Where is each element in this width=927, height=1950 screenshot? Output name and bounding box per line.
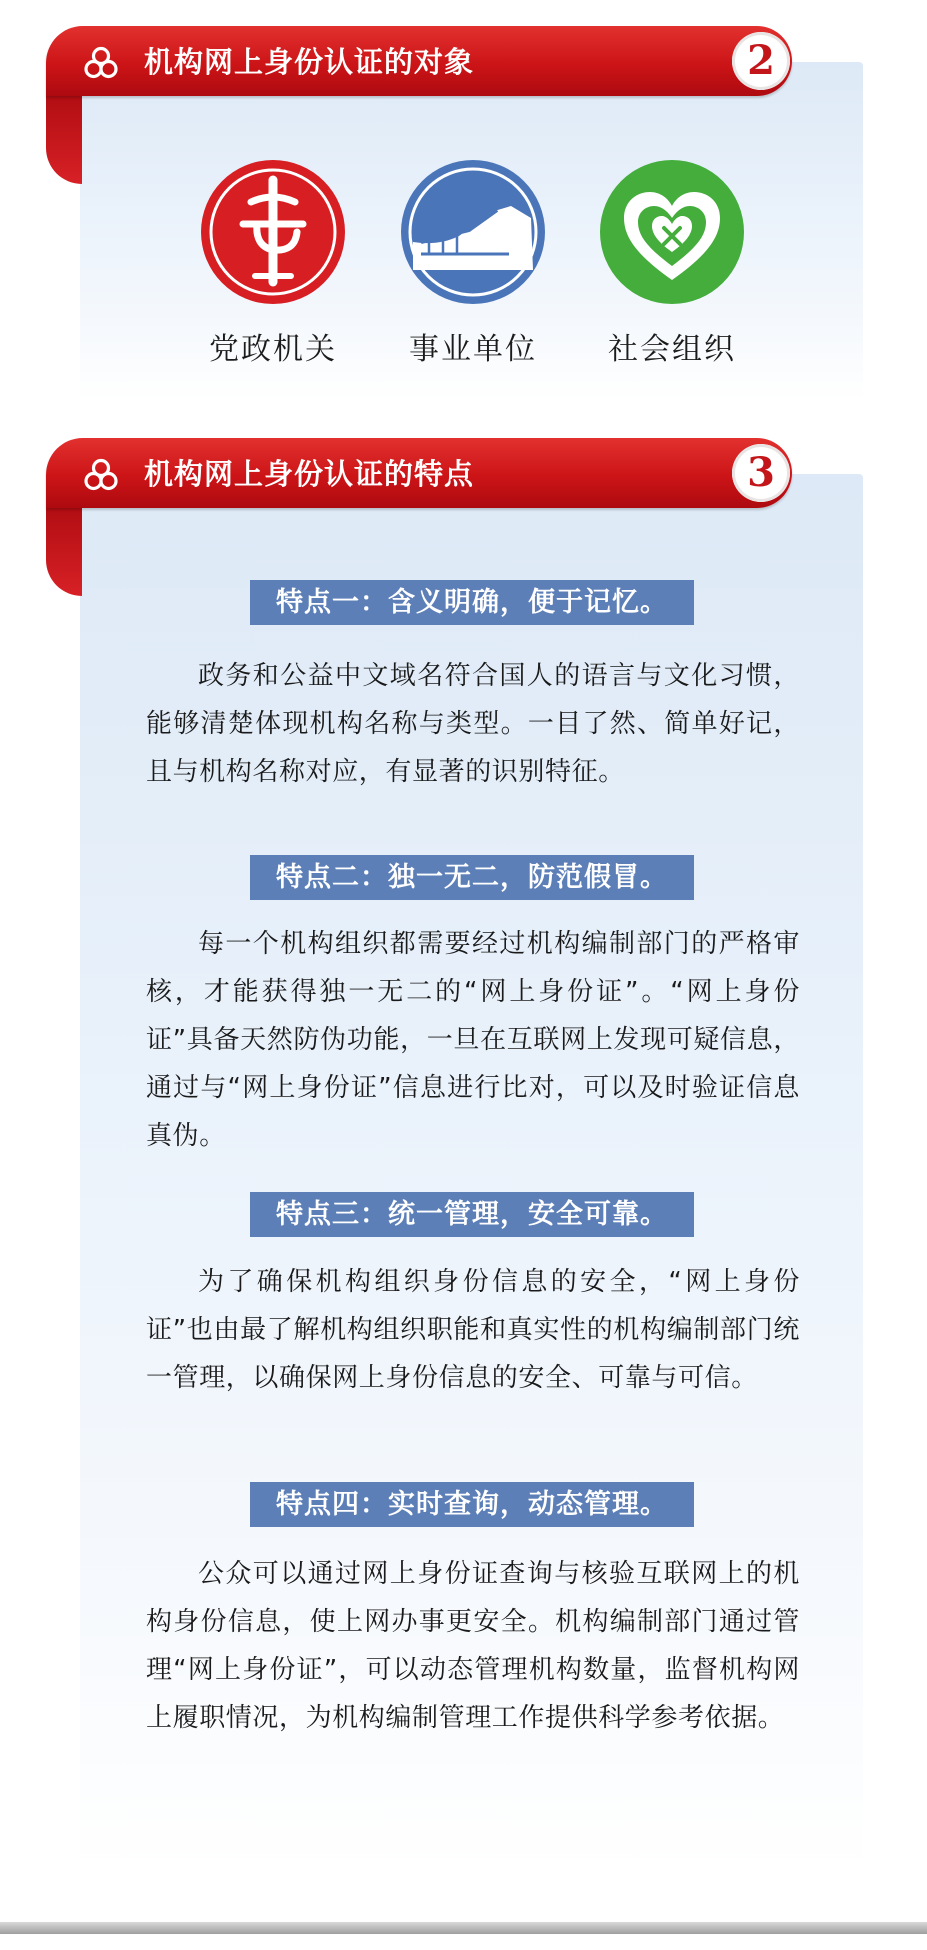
feature-text-1: 政务和公益中文域名符合国人的语言与文化习惯，能够清楚体现机构名称与类型。一目了然、简单好记，且与机构名称对应，有显著的识别特征。 [146, 661, 800, 787]
section-title: 机构网上身份认证的特点 [144, 457, 475, 491]
ribbon-fold [46, 506, 82, 596]
section-number-badge: 2 [732, 32, 790, 90]
org-label: 事业单位 [409, 332, 537, 367]
feature-heading-4: 特点四：实时查询，动态管理。 [250, 1482, 694, 1527]
ribbon-logo-icon [84, 46, 118, 80]
feature-heading-1: 特点一：含义明确，便于记忆。 [250, 580, 694, 625]
feature-heading-2: 特点二：独一无二，防范假冒。 [250, 855, 694, 900]
ribbon-logo-icon [84, 458, 118, 492]
bottom-edge-bar [0, 1922, 927, 1934]
social-organization-emblem-icon [598, 158, 746, 306]
feature-text-2: 每一个机构组织都需要经过机构编制部门的严格审核，才能获得独一无二的“网上身份证”。“网上身份证”具备天然防伪功能，一旦在互联网上发现可疑信息，通过与“网上身份证”信息进行比对，可以及时验证信息真伪。 [146, 929, 800, 1151]
org-social-organization [592, 158, 752, 368]
party-government-emblem-icon [199, 158, 347, 306]
feature-text-3: 为了确保机构组织身份信息的安全，“网上身份证”也由最了解机构组织职能和真实性的机构编制部门统一管理，以确保网上身份信息的安全、可靠与可信。 [146, 1267, 800, 1393]
org-label: 社会组织 [608, 332, 736, 367]
org-label: 党政机关 [209, 332, 337, 367]
org-public-institution [393, 158, 553, 368]
org-party-government [193, 158, 353, 368]
ribbon-fold [46, 94, 82, 184]
feature-heading-3: 特点三：统一管理，安全可靠。 [250, 1192, 694, 1237]
feature-text-4: 公众可以通过网上身份证查询与核验互联网上的机构身份信息，使上网办事更安全。机构编制部门通过管理“网上身份证”，可以动态管理机构数量，监督机构网上履职情况，为机构编制管理工作提供科学参考依据。 [146, 1559, 800, 1733]
section-number-badge: 3 [732, 444, 790, 502]
public-institution-emblem-icon [399, 158, 547, 306]
section-title: 机构网上身份认证的对象 [144, 45, 475, 79]
